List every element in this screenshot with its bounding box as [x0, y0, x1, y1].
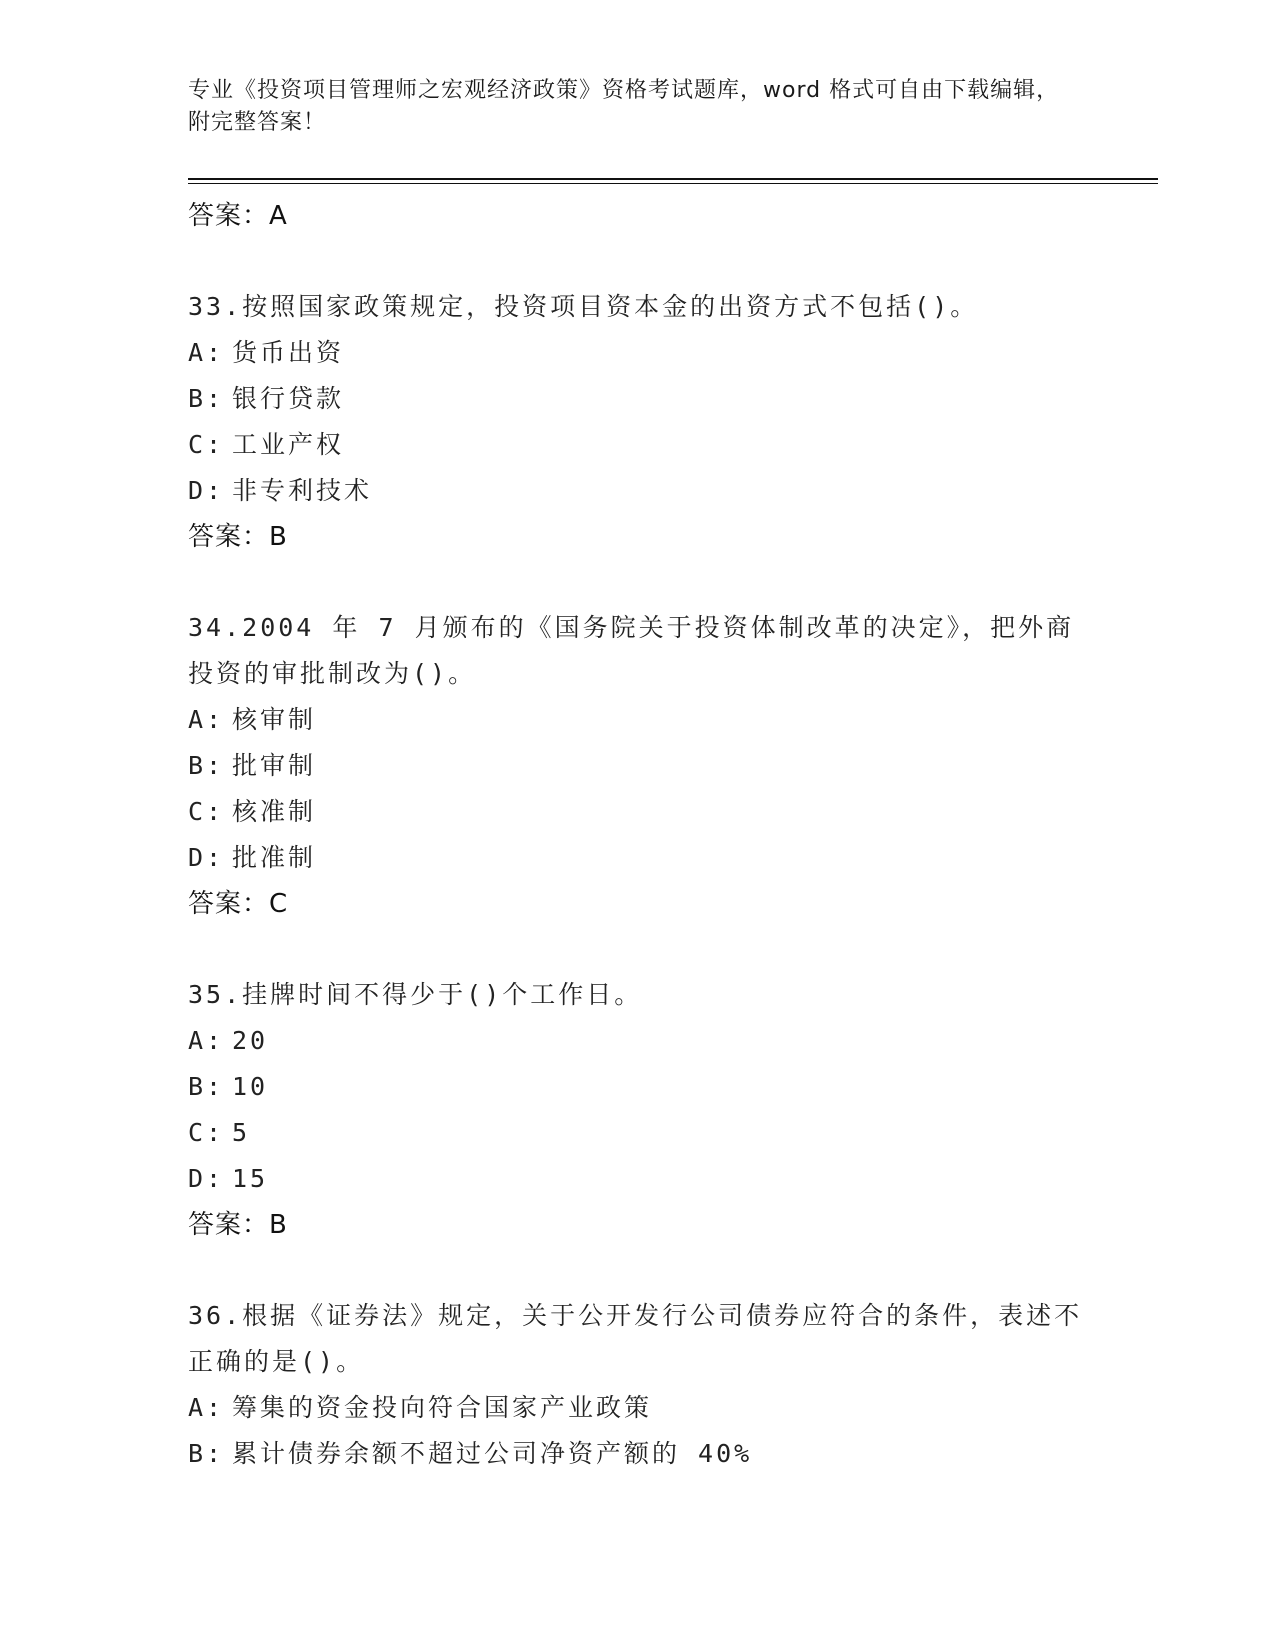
- option-text: 核审制: [232, 705, 317, 734]
- option-b: [188, 1064, 1088, 1110]
- option-a: [188, 697, 1088, 743]
- option-letter: C:: [188, 430, 225, 459]
- option-text: 批审制: [232, 751, 317, 780]
- option-letter: B:: [188, 751, 225, 780]
- option-letter: C:: [188, 797, 225, 826]
- option-text: 银行贷款: [232, 384, 345, 413]
- option-letter: A:: [188, 1026, 225, 1055]
- option-letter: D:: [188, 1164, 225, 1193]
- option-text: 5: [232, 1118, 251, 1147]
- question-stem: 34.2004 年 7 月颁布的《国务院关于投资体制改革的决定》，把外商投资的审批制改为()。: [188, 613, 1075, 688]
- option-c: [188, 789, 1088, 835]
- option-letter: A:: [188, 705, 225, 734]
- option-letter: B:: [188, 384, 225, 413]
- option-text: 工业产权: [232, 430, 345, 459]
- question-item: [188, 284, 1088, 560]
- option-text: 货币出资: [232, 338, 345, 367]
- header-divider: [188, 178, 1158, 180]
- option-text: 10: [232, 1072, 269, 1101]
- option-b: [188, 743, 1088, 789]
- option-letter: D:: [188, 476, 225, 505]
- option-c: [188, 422, 1088, 468]
- option-text: 15: [232, 1164, 269, 1193]
- answer-line: 答案：B: [188, 1210, 288, 1240]
- option-text: 筹集的资金投向符合国家产业政策: [232, 1393, 653, 1422]
- option-text: 非专利技术: [232, 476, 373, 505]
- header-divider-thin: [188, 183, 1158, 184]
- option-letter: A:: [188, 338, 225, 367]
- option-text: 批准制: [232, 843, 317, 872]
- option-d: [188, 1156, 1088, 1202]
- option-a: [188, 1018, 1088, 1064]
- option-letter: B:: [188, 1072, 225, 1101]
- question-stem: 36.根据《证券法》规定，关于公开发行公司债券应符合的条件，表述不正确的是()。: [188, 1301, 1083, 1376]
- question-item: [188, 1293, 1088, 1477]
- option-text: 累计债券余额不超过公司净资产额的 40%: [232, 1439, 753, 1468]
- option-d: [188, 468, 1088, 514]
- option-c: [188, 1110, 1088, 1156]
- question-item: [188, 972, 1088, 1248]
- option-letter: C:: [188, 1118, 225, 1147]
- question-list: [188, 193, 1088, 1477]
- answer-line: 答案：C: [188, 889, 289, 919]
- question-stem: 35.挂牌时间不得少于()个工作日。: [188, 980, 643, 1009]
- option-a: [188, 330, 1088, 376]
- option-letter: A:: [188, 1393, 225, 1422]
- option-a: [188, 1385, 1088, 1431]
- option-text: 核准制: [232, 797, 317, 826]
- option-letter: B:: [188, 1439, 225, 1468]
- option-d: [188, 835, 1088, 881]
- answer-line: 答案：A: [188, 201, 288, 231]
- answer-line: 答案：B: [188, 522, 288, 552]
- option-letter: D:: [188, 843, 225, 872]
- option-text: 20: [232, 1026, 269, 1055]
- option-b: [188, 376, 1088, 422]
- question-stem: 33.按照国家政策规定，投资项目资本金的出资方式不包括()。: [188, 292, 979, 321]
- option-b: [188, 1431, 1088, 1477]
- question-item: [188, 605, 1088, 927]
- document-header: 专业《投资项目管理师之宏观经济政策》资格考试题库，word 格式可自由下载编辑，附完整答案！: [188, 78, 1060, 135]
